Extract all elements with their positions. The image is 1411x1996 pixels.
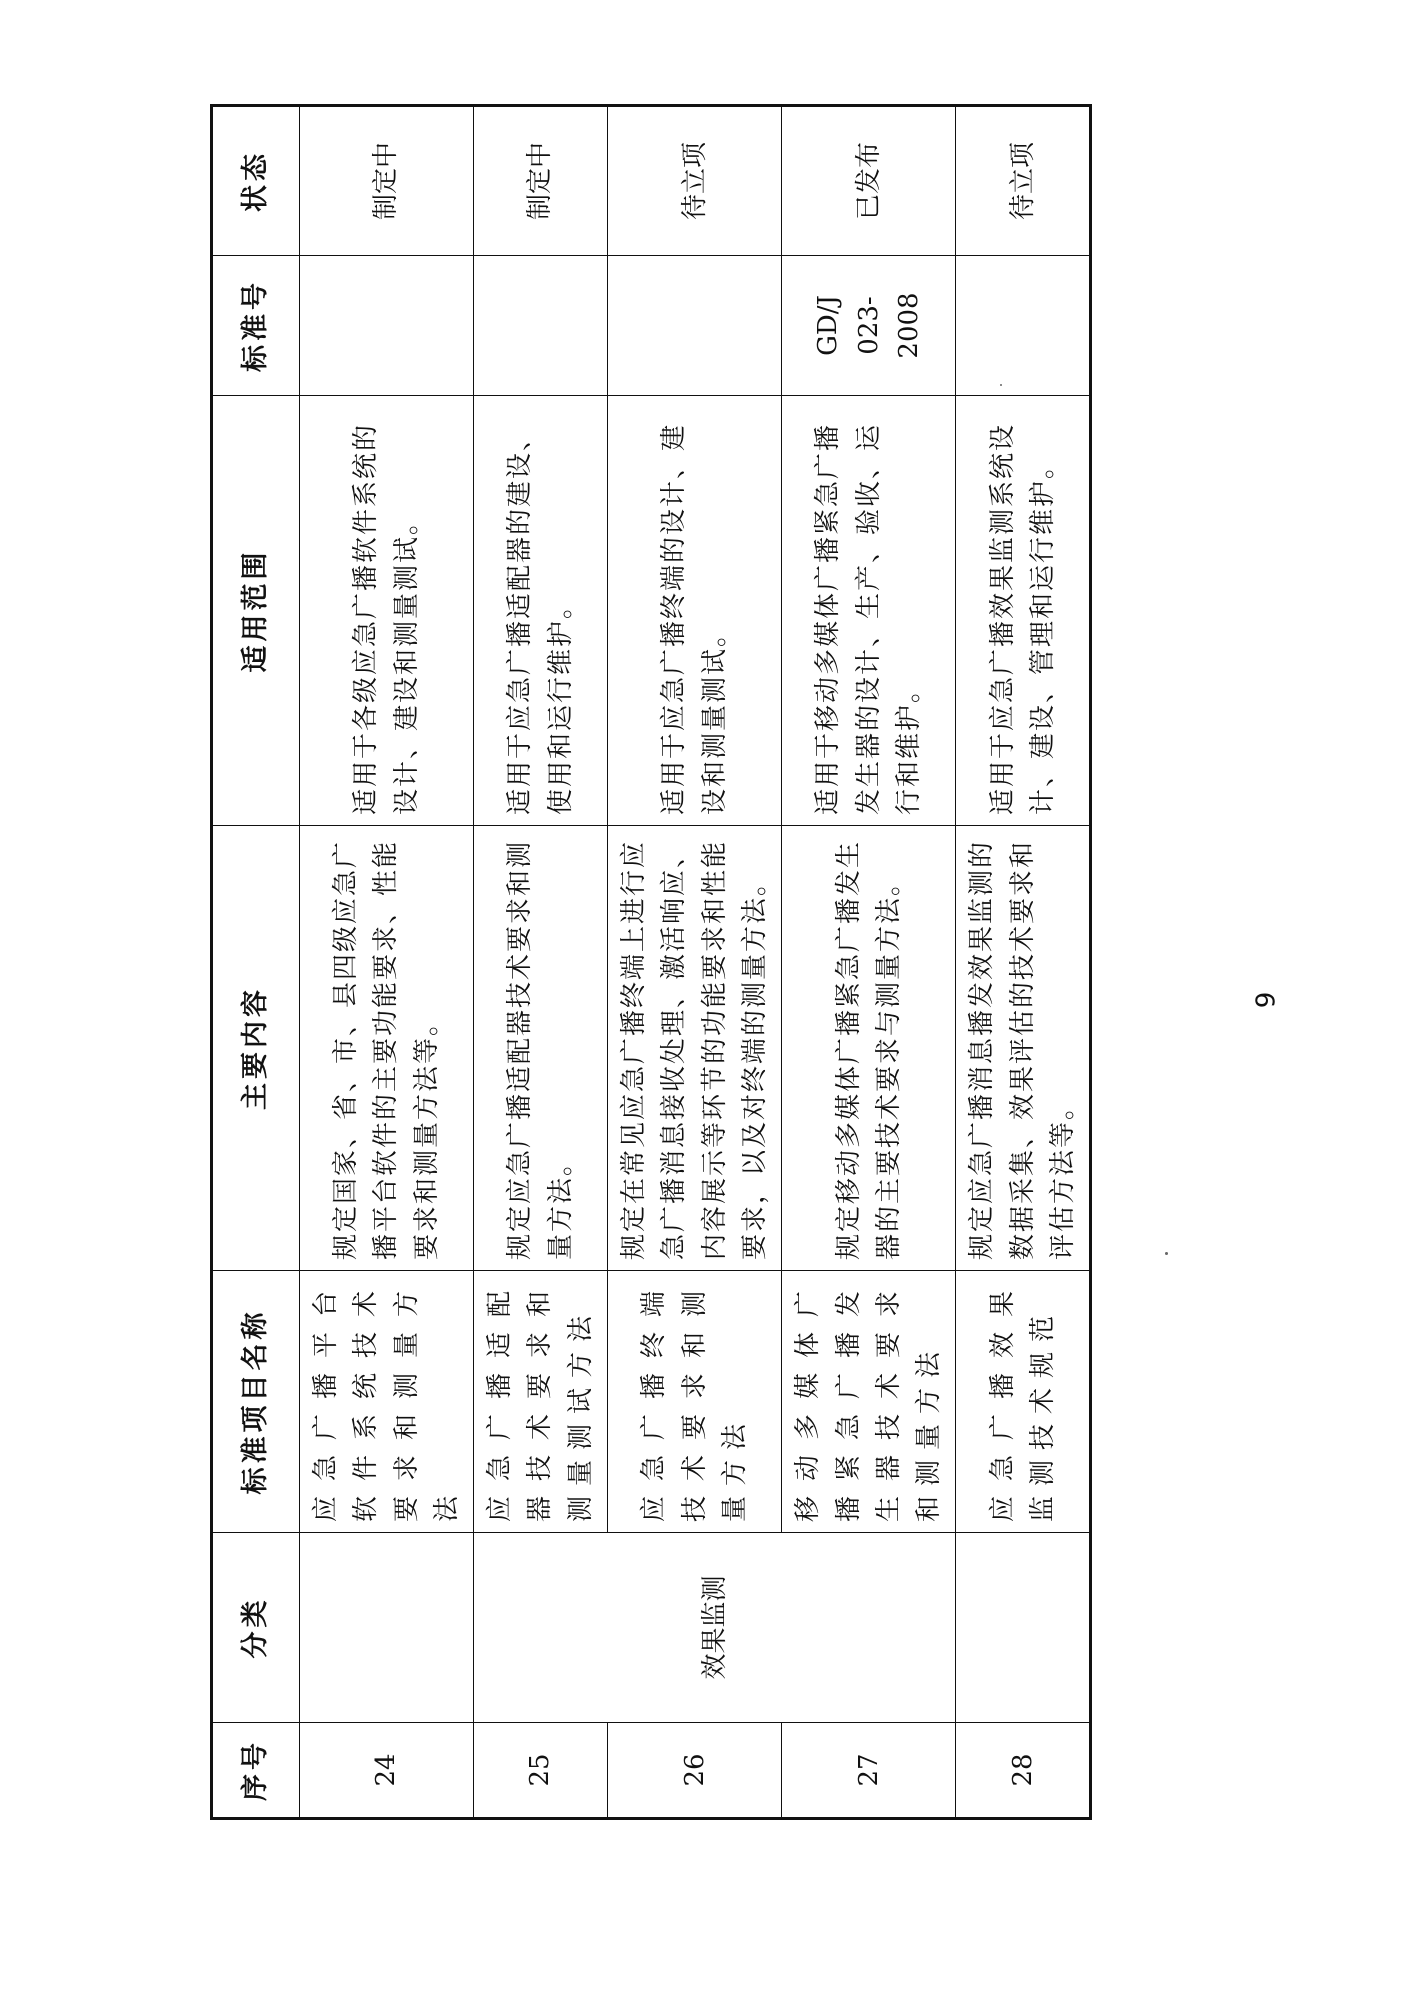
header-standard-no: 标准号	[212, 256, 300, 396]
row-content: 规定应急广播适配器技术要求和测量方法。	[474, 826, 608, 1271]
row-scope: 适用于应急广播终端的设计、建设和测量测试。	[608, 396, 782, 826]
row-scope: 适用于应急广播效果监测系统设计、建设、管理和运行维护。	[956, 396, 1091, 826]
header-status: 状态	[212, 106, 300, 256]
row-no: 24	[300, 1723, 474, 1819]
category-cell-blank	[300, 1533, 474, 1723]
standards-table	[210, 104, 1092, 1820]
header-content: 主要内容	[212, 826, 300, 1271]
row-name: 移动多媒体广播紧急广播发生器技术要求和测量方法	[782, 1271, 956, 1533]
scan-speck	[1000, 384, 1002, 386]
row-content: 规定移动多媒体广播紧急广播发生器的主要技术要求与测量方法。	[782, 826, 956, 1271]
header-category: 分类	[212, 1533, 300, 1723]
row-standard-no	[956, 256, 1091, 396]
row-no: 26	[608, 1723, 782, 1819]
rotated-table-container	[210, 107, 1079, 1820]
row-status: 待立项	[956, 106, 1091, 256]
row-standard-no: GD/J 023-2008	[782, 256, 956, 396]
category-cell: 效果监测	[474, 1533, 956, 1723]
row-content: 规定在常见应急广播终端上进行应急广播消息接收处理、激活响应、内容展示等环节的功能要求和性能要求，以及对终端的测量方法。	[608, 826, 782, 1271]
table-row	[956, 106, 1091, 1819]
header-scope: 适用范围	[212, 396, 300, 826]
category-cell-blank	[956, 1533, 1091, 1723]
row-standard-no	[474, 256, 608, 396]
row-scope: 适用于移动多媒体广播紧急广播发生器的设计、生产、验收、运行和维护。	[782, 396, 956, 826]
row-name: 应急广播适配器技术要求和测量测试方法	[474, 1271, 608, 1533]
row-standard-no	[608, 256, 782, 396]
row-status: 已发布	[782, 106, 956, 256]
row-no: 25	[474, 1723, 608, 1819]
table-header-row	[212, 106, 300, 1819]
row-status: 制定中	[300, 106, 474, 256]
row-scope: 适用于应急广播适配器的建设、使用和运行维护。	[474, 396, 608, 826]
row-standard-no	[300, 256, 474, 396]
page-number: 9	[1251, 991, 1282, 1009]
row-scope: 适用于各级应急广播软件系统的设计、建设和测量测试。	[300, 396, 474, 826]
table-row	[474, 106, 608, 1819]
row-name: 应急广播效果监测技术规范	[956, 1271, 1091, 1533]
row-name: 应急广播平台软件系统技术要求和测量方法	[300, 1271, 474, 1533]
header-name: 标准项目名称	[212, 1271, 300, 1533]
table-row	[300, 106, 474, 1819]
row-status: 制定中	[474, 106, 608, 256]
row-status: 待立项	[608, 106, 782, 256]
row-content: 规定国家、省、市、县四级应急广播平台软件的主要功能要求、性能要求和测量方法等。	[300, 826, 474, 1271]
row-no: 28	[956, 1723, 1091, 1819]
scan-speck	[1165, 1252, 1168, 1255]
row-no: 27	[782, 1723, 956, 1819]
row-name: 应急广播终端技术要求和测量方法	[608, 1271, 782, 1533]
header-no: 序号	[212, 1723, 300, 1819]
row-content: 规定应急广播消息播发效果监测的数据采集、效果评估的技术要求和评估方法等。	[956, 826, 1091, 1271]
